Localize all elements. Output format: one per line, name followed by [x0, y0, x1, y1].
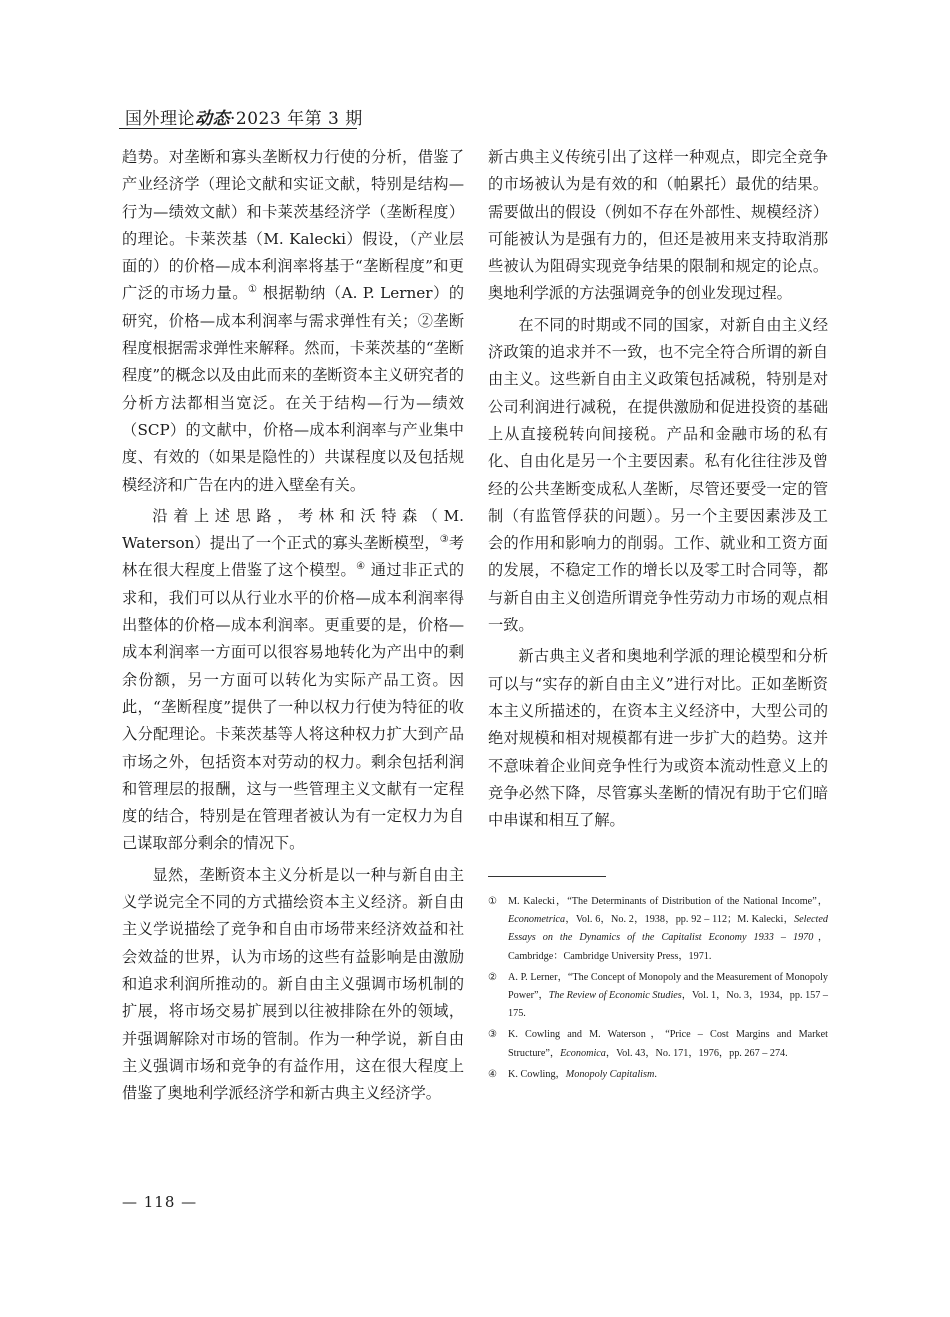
paragraph: 趋势。对垄断和寡头垄断权力行使的分析，借鉴了产业经济学（理论文献和实证文献，特别是结构—行为—绩效文献）和卡莱茨基经济学（垄断程度）的理论。卡莱茨基（M. Kalecki）假设，（产业层面的）的价格—成本利润率将基于“垄断程度”和更广泛的市场力量。① 根据勒纳（A. P. Lerner）的研究，价格—成本利润率与需求弹性有关；②垄断程度根据需求弹性来解释。然而，卡莱茨基的“垄断程度”的概念以及由此而来的垄断资本主义研究者的分析方法都相当宽泛。在关于结构—行为—绩效（SCP）的文献中，价格—成本利润率与产业集中度、有效的（如果是隐性的）共谋程度以及包括规模经济和广告在内的进入壁垒有关。 — [122, 148, 465, 494]
header-rule — [119, 128, 357, 129]
paragraph: 在不同的时期或不同的国家，对新自由主义经济政策的追求并不一致，也不完全符合所谓的新自由主义。这些新自由主义政策包括减税，特别是对公司利润进行减税，在提供激励和促进投资的基础上从直接税转向间接税。产品和金融市场的私有化、自由化是另一个主要因素。私有化往往涉及曾经的公共垄断变成私人垄断，尽管还要受一定的管制（有监管俘获的问题）。另一个主要因素涉及工会的作用和影响力的削弱。工作、就业和工资方面的发展，不稳定工作的增长以及零工时合同等，都与新自由主义创造所谓竞争性劳动力市场的观点相一致。 — [488, 315, 828, 635]
paragraph: 新古典主义者和奥地利学派的理论模型和分析可以与“实存的新自由主义”进行对比。正如垄断资本主义所描述的，在资本主义经济中，大型公司的绝对规模和相对规模都有进一步扩大的趋势。这并不意味着企业间竞争性行为或资本流动性意义上的竞争必然下降，尽管寡头垄断的情况有助于它们暗中串谋和相互了解。 — [488, 647, 828, 830]
left-column — [122, 144, 464, 1107]
paragraph: 显然，垄断资本主义分析是以一种与新自由主义学说完全不同的方式描绘资本主义经济。新自由主义学说描绘了竞争和自由市场带来经济效益和社会效益的世界，认为市场的这些有益影响是由激励和追求利润所推动的。新自由主义强调市场机制的扩展，将市场交易扩展到以往被排除在外的领域，并强调解除对市场的管制。作为一种学说，新自由主义强调市场和竞争的有益作用，这在很大程度上借鉴了奥地利学派经济学和新古典主义经济学。 — [122, 865, 464, 1103]
footnote: ④ K. Cowling，Monopoly Capitalism. — [488, 1068, 657, 1080]
right-column — [488, 144, 828, 834]
running-header — [125, 104, 363, 129]
issue-label: ·2023 年第 3 期 — [230, 109, 363, 129]
footnote-ref[interactable]: ① — [247, 284, 258, 296]
footnote: ② A. P. Lerner，“The Concept of Monopoly and the Measurement of Monopoly Power”，The Review of Economic Studies，Vol. 1，No. 3，1934，pp. 157 – 175. — [488, 971, 828, 1020]
footnote-ref[interactable]: ③ — [439, 534, 449, 546]
journal-name-emphasis: 动态 — [195, 109, 230, 129]
footnote: ③ K. Cowling and M. Waterson，“Price – Cost Margins and Market Structure”，Economica，Vol. 43，No. 171，1976，pp. 267 – 274. — [488, 1029, 828, 1059]
footnote-ref[interactable]: ④ — [356, 561, 366, 573]
paragraph: 新古典主义传统引出了这样一种观点，即完全竞争的市场被认为是有效的和（帕累托）最优的结果。需要做出的假设（例如不存在外部性、规模经济）可能被认为是强有力的，但还是被用来支持取消那些被认为阻碍实现竞争结果的限制和规定的论点。奥地利学派的方法强调竞争的创业发现过程。 — [488, 148, 828, 303]
paragraph: 沿着上述思路，考林和沃特森（M. Waterson）提出了一个正式的寡头垄断模型，③考林在很大程度上借鉴了这个模型。④ 通过非正式的求和，我们可以从行业水平的价格—成本利润率得出整体的价格—成本利润率。更重要的是，价格—成本利润率一方面可以很容易地转化为产出中的剩余份额，另一方面可以转化为实际产品工资。因此，“垄断程度”提供了一种以权力行使为特征的收入分配理论。卡莱茨基等人将这种权力扩大到产品市场之外，包括资本对劳动的权力。剩余包括利润和管理层的报酬，这与一些管理主义文献有一定程度的结合，特别是在管理者被认为有一定权力为自己谋取部分剩余的情况下。 — [122, 506, 465, 853]
footnote: ① M. Kalecki，“The Determinants of Distribution of the National Income”，Econometrica，Vol. 6，No. 2，1938，pp. 92 – 112；M. Kalecki，Selected Essays on the Dynamics of the Capitalist Economy 1933 – 1970，Cambridge：Cambridge University Press，1971. — [488, 896, 829, 962]
footnotes — [488, 893, 828, 1087]
page-number: — 118 — — [122, 1193, 198, 1211]
footnote-rule — [488, 876, 606, 877]
journal-name: 国外理论 — [125, 109, 195, 129]
